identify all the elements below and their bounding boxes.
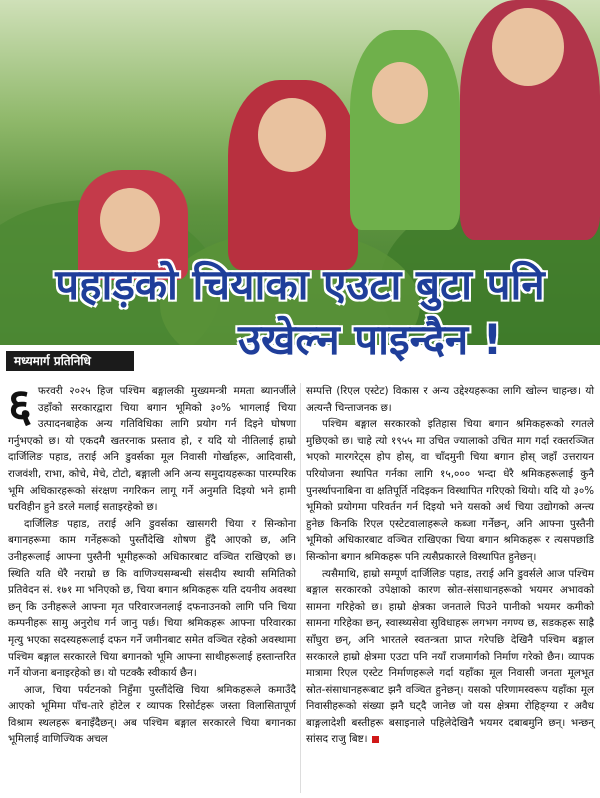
paragraph: दार्जिलिङ पहाड, तराई अनि डुवर्सका खासगरी चिया र सिन्कोना बगानहरूमा काम गर्नेहरूको पुस्तौंदेखि शोषण हुँदै आएको छ, अनि उनीहरूलाई आफ्ना पुस्तैनी भूमीहरूको अधिकारबाट वञ्चित राखिएको छ। स्थिति यति धेरै नराम्रो छ कि वाणिज्यसम्बन्धी संसदीय स्थायी समितिको प्रतिवेदन सं. १७१ मा भनिएको छ, चिया बगान श्रमिकहरू यति दयनीय अवस्था छन् कि उनीहरूले आफ्ना मृत परिवारजनलाई दफनाउनको लागि पनि चिया कम्पनीहरू सामु अनुरोध गर्न जानु पर्छ। चिया श्रमिकहरू आफ्ना परिवारका मृत्यु भएका सदस्यहरूलाई दफन गर्ने जमीनबाट समेत वञ्चित रहेको अवस्थामा पश्चिम बङ्गाल सरकारले चिया बगानको भूमि आफ्ना साथीहरूलाई हस्तान्तरित गर्ने योजना बनाइरहेको छ। यो पटक्कै स्वीकार्य छैन। xyxy=(8,517,296,680)
end-mark xyxy=(372,736,379,743)
paragraph: पश्चिम बङ्गाल सरकारको इतिहास चिया बगान श्रमिकहरूको रगतले मुछिएको छ। चाहे त्यो १९५५ मा उचित ज्यालाको उचित माग गर्दा रक्तरञ्जित भएको मारगरेट्स होप होस्, वा चाँदमुनी चिया बगान होस् जहाँ उत्तरायन परियोजना स्थापित गर्नका लागि १५,००० भन्दा धेरै श्रमिकहरूलाई कुनै पुनर्स्थापनाबिना वा क्षतिपूर्ति नदिइकन विस्थापित गरिएको थियो। यदि यो ३०% भूमिको प्रयोगमा परिवर्तन गर्न दिइयो भने यसको अर्थ चिया उद्योगको अन्त्य हुनेछ किनकि रिएल एस्टेटवालाहरूले कब्जा गर्नेछन्, अनि आफ्ना पुस्तैनी भूमिको अधिकारबाट वञ्चित राखिएका चिया बगान श्रमिकहरू र त्यसपछाडि सिन्कोना बगान श्रमिकहरू पनि त्यसैप्रकारले विस्थापित हुनेछन्। xyxy=(306,418,594,563)
paragraph: त्यसैमाथि, हाम्रो सम्पूर्ण दार्जिलिङ पहाड, तराई अनि डुवर्सले आज पश्चिम बङ्गाल सरकारको उपेक्षाको कारण स्रोत-संसाधानहरूको भयमर अभावको सामना गरिहेको छ। हाम्रो क्षेत्रका जनताले पिउने पानीको भयमर कमीको सामना गरिहेका छन्, स्वास्थ्यसेवा सुविधाहरू लगभग नगण्य छ, सडकहरू साह्रै साँघुरा छन्, अनि भारतले स्वतन्त्रता प्राप्त गरेपछि देखिनै पश्चिम बङ्गाल सरकारले हाम्रो क्षेत्रमा एउटा पनि नयाँ राजमार्गको निर्माण गरेको छैन। व्यापक मात्रामा रिएल एस्टेट निर्माणहरूले गर्दा यहाँका मूल निवासी जनता मूलभूत स्रोत-संसाधानहरूबाट झनै वञ्चित हुनेछन्। यसको परिणामस्वरूप यहाँका मूल निवासीहरूको संख्या झनै घट्दै जानेछ जो यस क्षेत्रमा रोहिङ्ग्या र अवैध बाङ्गलादेशी बस्तीहरू बसाइनाले पहिलेदेखिनै भयमर दबाबमुनि छन्। भन्छन् सांसद राजु बिष्ट। xyxy=(306,567,594,746)
headline-line-1: पहाड़को चियाका एउटा बुटा पनि xyxy=(55,260,545,309)
headline-line-2: उखेल्न पाइन्दैन ! xyxy=(237,315,503,364)
article-column-right xyxy=(306,383,594,748)
paragraph: सम्पत्ति (रिएल एस्टेट) विकास र अन्य उद्देश्यहरूका लागि खोल्न चाहन्छ। यो अत्यन्तै चिन्ताजनक छ। xyxy=(306,385,594,414)
column-divider xyxy=(300,383,301,793)
dropcap: ६ xyxy=(8,378,32,432)
paragraph: आज, चिया पर्यटनको निहुँमा पुस्तौंदेखि चिया श्रमिकहरूले कमाउँदै आएको भूमिमा पाँच-तारे होटेल र व्यापक रिसोर्टहरू जस्ता विलासितापूर्ण विश्राम स्थलहरू बनाइँदैछन्। अब पश्चिम बङ्गाल सरकारले चिया बगानका भूमिलाई वाणिज्यिक अचल xyxy=(8,683,296,746)
byline: मध्यमार्ग प्रतिनिधि xyxy=(6,351,134,371)
worker-face xyxy=(492,8,564,86)
paragraph: ६ फरवरी २०२५ हिज पश्चिम बङ्गालकी मुख्यमन्त्री ममता ब्यानर्जीले उहाँको सरकारद्वारा चिया बगान भूमिको ३०% भागलाई चिया उत्पादनबाहेक अन्य गतिविधिका लागि प्रयोग गर्न दिइने घोषणा गर्नुभएको छ। यो एकदमै खतरनाक प्रस्ताव हो, र यदि यो नीतिलाई हाम्रो दार्जिलिङ पहाड, तराई अनि डुवर्सका मूल निवासी गोर्खाहरू, आदिवासी, राजवंशी, राभा, कोचे, मेचे, टोटो, बङ्गाली अनि अन्य समुदायहरूका पारम्परिक भूमि अधिकारहरूको संरक्षण नगरिकन लागू गर्ने अनुमति दिइयो भने हामी घरविहीन हुने डरले मलाई सताइरहेको छ। xyxy=(8,378,296,514)
worker-face xyxy=(258,98,326,172)
article-column-left xyxy=(8,378,296,748)
worker-face xyxy=(372,62,428,124)
worker-face xyxy=(100,188,160,252)
worker-shawl xyxy=(350,30,460,230)
